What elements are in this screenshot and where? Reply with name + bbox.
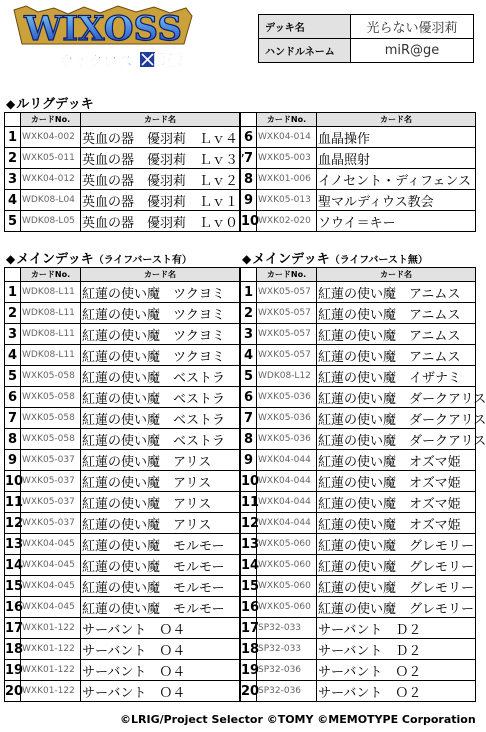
row-number: 20 (241, 681, 257, 702)
card-number: WXK05-058 (21, 429, 81, 450)
card-name: サーバント Ｄ２ (317, 618, 476, 639)
main-deck-lifeburst-title (6, 248, 192, 267)
row-number: 5 (5, 211, 21, 232)
header-card-name: カード名 (81, 113, 240, 127)
row-number: 11 (5, 492, 21, 513)
header-card-number: カードNo. (21, 113, 81, 127)
row-number: 2 (5, 148, 21, 169)
card-name: サーバント Ｄ２ (317, 639, 476, 660)
deck-name-label: デッキ名 (259, 15, 351, 39)
table-row (5, 387, 240, 408)
card-number: WXK01-122 (21, 681, 81, 702)
row-number: 8 (241, 169, 257, 190)
header-number-cell (241, 268, 257, 282)
table-row (5, 492, 240, 513)
row-number: 10 (241, 471, 257, 492)
table-row (5, 148, 240, 169)
table-row (5, 513, 240, 534)
row-number: 10 (5, 471, 21, 492)
wixoss-logo-graphic (8, 4, 198, 74)
card-number: WXK04-045 (21, 576, 81, 597)
table-row (241, 148, 476, 169)
card-name: 紅蓮の使い魔 ツクヨミ (81, 345, 240, 366)
deck-name-row (259, 15, 474, 39)
row-number: 9 (5, 450, 21, 471)
card-number: WXK05-037 (21, 513, 81, 534)
row-number: 16 (5, 597, 21, 618)
header-number-cell (5, 113, 21, 127)
table-row (241, 345, 476, 366)
row-number: 8 (241, 429, 257, 450)
table-row (5, 597, 240, 618)
row-number: 2 (241, 303, 257, 324)
row-number: 18 (241, 639, 257, 660)
card-number: WXK05-057 (257, 303, 317, 324)
row-number: 1 (5, 282, 21, 303)
table-row (241, 211, 476, 232)
card-name: 紅蓮の使い魔 ツクヨミ (81, 324, 240, 345)
table-row (241, 555, 476, 576)
card-number: WXK04-044 (257, 471, 317, 492)
table-header-row (241, 113, 476, 127)
header-card-number: カードNo. (257, 268, 317, 282)
card-name: 紅蓮の使い魔 モルモー (81, 576, 240, 597)
card-number: WXK05-060 (257, 555, 317, 576)
card-name: サーバント Ｏ４ (81, 681, 240, 702)
deck-info-table (258, 14, 474, 63)
logo-badge: 図鑑 (152, 52, 184, 70)
table-row (5, 282, 240, 303)
table-row (241, 618, 476, 639)
card-number: WDK08-L11 (21, 324, 81, 345)
card-name: 紅蓮の使い魔 ベストラ (81, 366, 240, 387)
table-row (5, 190, 240, 211)
table-row (5, 169, 240, 190)
table-row (5, 127, 240, 148)
row-number: 13 (241, 534, 257, 555)
card-name: 紅蓮の使い魔 オズマ姫 (317, 471, 476, 492)
card-name: 紅蓮の使い魔 ベストラ (81, 429, 240, 450)
table-row (5, 324, 240, 345)
card-number: WXK05-058 (21, 387, 81, 408)
card-number: WXK04-045 (21, 555, 81, 576)
card-number: WXK04-045 (21, 534, 81, 555)
main-deck-lifeburst-title-text: メインデッキ (16, 252, 94, 267)
row-number: 5 (5, 366, 21, 387)
header-card-name: カード名 (317, 113, 476, 127)
row-number: 9 (241, 190, 257, 211)
table-row (241, 282, 476, 303)
table-row (241, 513, 476, 534)
lrig-deck-table-left (4, 112, 245, 232)
card-name: 紅蓮の使い魔 グレモリー (317, 597, 476, 618)
card-number: WXK04-014 (257, 127, 317, 148)
card-name: 紅蓮の使い魔 ツクヨミ (81, 303, 240, 324)
card-number: WXK05-036 (257, 429, 317, 450)
table-row (5, 576, 240, 597)
card-number: WXK05-013 (257, 190, 317, 211)
header-number-cell (241, 113, 257, 127)
card-name: 紅蓮の使い魔 モルモー (81, 597, 240, 618)
card-number: WXK01-122 (21, 618, 81, 639)
table-row (241, 190, 476, 211)
main-deck-lifeburst-table (4, 267, 240, 702)
card-name: サーバント Ｏ２ (317, 660, 476, 681)
card-number: WDK08-L04 (21, 190, 81, 211)
card-number: WXK02-020 (257, 211, 317, 232)
deck-name-value: 光らない優羽莉 (351, 15, 474, 39)
row-number: 8 (5, 429, 21, 450)
table-row (241, 660, 476, 681)
table-row (241, 576, 476, 597)
table-row (5, 639, 240, 660)
card-number: WDK08-L11 (21, 345, 81, 366)
header-card-number: カードNo. (21, 268, 81, 282)
row-number: 12 (241, 513, 257, 534)
card-number: WXK04-045 (21, 597, 81, 618)
card-name: 血晶操作 (317, 127, 476, 148)
row-number: 19 (241, 660, 257, 681)
card-name: 紅蓮の使い魔 グレモリー (317, 555, 476, 576)
table-row (241, 408, 476, 429)
diamond-icon: ◆ (6, 97, 16, 111)
main-deck-no-lifeburst-table (240, 267, 486, 702)
card-number: WXK05-037 (21, 492, 81, 513)
logo-title: WIXOSS (24, 9, 182, 49)
card-number: WXK05-011 (21, 148, 81, 169)
card-number: SP32-036 (257, 660, 317, 681)
card-name: 紅蓮の使い魔 ダークアリス (317, 387, 476, 408)
row-number: 17 (241, 618, 257, 639)
copyright-footer: ©LRIG/Project Selector ©TOMY ©MEMOTYPE Corporation (120, 713, 476, 726)
card-number: WXK04-044 (257, 492, 317, 513)
table-row (5, 366, 240, 387)
row-number: 18 (5, 639, 21, 660)
card-number: WXK05-060 (257, 576, 317, 597)
row-number: 20 (5, 681, 21, 702)
table-row (241, 597, 476, 618)
row-number: 6 (241, 127, 257, 148)
card-number: WXK04-044 (257, 513, 317, 534)
table-row (241, 492, 476, 513)
main-deck-no-lifeburst-title-text: メインデッキ (252, 252, 330, 267)
card-number: WDK08-L12 (257, 366, 317, 387)
card-number: SP32-033 (257, 618, 317, 639)
header-card-name: カード名 (81, 268, 240, 282)
row-number: 1 (241, 282, 257, 303)
row-number: 6 (5, 387, 21, 408)
table-row (241, 639, 476, 660)
table-row (241, 127, 476, 148)
row-number: 7 (241, 408, 257, 429)
card-number: WDK08-L11 (21, 303, 81, 324)
card-name: サーバント Ｏ４ (81, 660, 240, 681)
table-row (5, 429, 240, 450)
table-row (241, 303, 476, 324)
row-number: 4 (5, 345, 21, 366)
table-header-row (5, 113, 240, 127)
row-number: 12 (5, 513, 21, 534)
row-number: 10 (241, 211, 257, 232)
card-name: 紅蓮の使い魔 アニムス (317, 303, 476, 324)
row-number: 3 (5, 169, 21, 190)
card-name: 聖マルディウス教会 (317, 190, 476, 211)
row-number: 7 (241, 148, 257, 169)
card-name: 紅蓮の使い魔 モルモー (81, 534, 240, 555)
card-number: SP32-033 (257, 639, 317, 660)
card-name: 紅蓮の使い魔 アリス (81, 450, 240, 471)
table-row (5, 345, 240, 366)
table-row (241, 169, 476, 190)
card-number: WXK05-060 (257, 597, 317, 618)
table-row (241, 534, 476, 555)
header-number-cell (5, 268, 21, 282)
row-number: 2 (5, 303, 21, 324)
row-number: 17 (5, 618, 21, 639)
card-name: サーバント Ｏ４ (81, 618, 240, 639)
card-number: WXK05-057 (257, 324, 317, 345)
table-row (5, 534, 240, 555)
main-deck-lifeburst-subtitle: （ライフバースト有） (93, 255, 192, 266)
card-number: WXK05-058 (21, 366, 81, 387)
card-name: 紅蓮の使い魔 アニムス (317, 282, 476, 303)
row-number: 6 (241, 387, 257, 408)
lrig-deck-title (6, 93, 94, 112)
lrig-deck-title-text: ルリグデッキ (16, 97, 94, 112)
card-name: 紅蓮の使い魔 アリス (81, 492, 240, 513)
table-row (5, 408, 240, 429)
card-number: WXK05-057 (257, 282, 317, 303)
card-name: 紅蓮の使い魔 オズマ姫 (317, 513, 476, 534)
card-name: 英血の器 優羽莉 Ｌｖ１ (81, 190, 240, 211)
card-name: 英血の器 優羽莉 Ｌｖ３” (81, 148, 240, 169)
card-number: WXK01-122 (21, 660, 81, 681)
card-number: WXK05-058 (21, 408, 81, 429)
card-number: SP32-036 (257, 681, 317, 702)
row-number: 4 (241, 345, 257, 366)
table-row (241, 324, 476, 345)
card-name: 紅蓮の使い魔 アニムス (317, 345, 476, 366)
card-number: WXK01-122 (21, 639, 81, 660)
card-number: WDK08-L05 (21, 211, 81, 232)
card-number: WXK04-012 (21, 169, 81, 190)
card-number: WXK05-060 (257, 534, 317, 555)
table-row (241, 387, 476, 408)
card-name: 紅蓮の使い魔 ベストラ (81, 387, 240, 408)
main-deck-no-lifeburst-subtitle: （ライフバースト無） (329, 255, 428, 266)
card-name: 英血の器 優羽莉 Ｌｖ０ (81, 211, 240, 232)
diamond-icon: ◆ (6, 252, 16, 266)
card-number: WXK05-037 (21, 471, 81, 492)
row-number: 13 (5, 534, 21, 555)
table-row (5, 211, 240, 232)
card-number: WXK05-036 (257, 408, 317, 429)
table-header-row (241, 268, 476, 282)
card-number: WXK05-003 (257, 148, 317, 169)
card-name: ソウイ＝キー (317, 211, 476, 232)
diamond-icon: ◆ (242, 252, 252, 266)
card-name: 英血の器 優羽莉 Ｌｖ４’ (81, 127, 240, 148)
table-row (241, 471, 476, 492)
card-number: WXK01-006 (257, 169, 317, 190)
card-name: 血晶照射 (317, 148, 476, 169)
table-row (241, 429, 476, 450)
card-name: 紅蓮の使い魔 モルモー (81, 555, 240, 576)
card-number: WXK04-044 (257, 450, 317, 471)
main-deck-no-lifeburst-title (242, 248, 428, 267)
row-number: 9 (241, 450, 257, 471)
card-name: サーバント Ｏ４ (81, 639, 240, 660)
card-name: 紅蓮の使い魔 アリス (81, 513, 240, 534)
card-name: イノセント・ディフェンス (317, 169, 476, 190)
table-row (5, 471, 240, 492)
lrig-deck-table-right (240, 112, 476, 232)
row-number: 3 (241, 324, 257, 345)
row-number: 15 (241, 576, 257, 597)
card-name: 紅蓮の使い魔 アニムス (317, 324, 476, 345)
row-number: 16 (241, 597, 257, 618)
row-number: 7 (5, 408, 21, 429)
card-name: 紅蓮の使い魔 アリス (81, 471, 240, 492)
row-number: 15 (5, 576, 21, 597)
row-number: 11 (241, 492, 257, 513)
table-row (5, 618, 240, 639)
row-number: 5 (241, 366, 257, 387)
handle-label: ハンドルネーム (259, 39, 351, 63)
table-row (241, 450, 476, 471)
header-card-name: カード名 (317, 268, 476, 282)
row-number: 1 (5, 127, 21, 148)
card-name: 紅蓮の使い魔 グレモリー (317, 576, 476, 597)
card-number: WDK08-L11 (21, 282, 81, 303)
card-name: 紅蓮の使い魔 オズマ姫 (317, 492, 476, 513)
row-number: 14 (5, 555, 21, 576)
card-name: 紅蓮の使い魔 イザナミ (317, 366, 476, 387)
row-number: 4 (5, 190, 21, 211)
card-name: 紅蓮の使い魔 オズマ姫 (317, 450, 476, 471)
table-row (5, 660, 240, 681)
logo-subtitle: ウィクロス (58, 52, 134, 70)
row-number: 14 (241, 555, 257, 576)
row-number: 3 (5, 324, 21, 345)
wixoss-logo (8, 4, 198, 74)
table-row (5, 681, 240, 702)
table-row (241, 366, 476, 387)
card-name: 紅蓮の使い魔 ダークアリス (317, 408, 476, 429)
card-name: 紅蓮の使い魔 ベストラ (81, 408, 240, 429)
card-number: WXK05-036 (257, 387, 317, 408)
handle-value: miR@ge (351, 39, 474, 63)
card-name: サーバント Ｏ２ (317, 681, 476, 702)
card-number: WXK05-037 (21, 450, 81, 471)
card-number: WXK04-002 (21, 127, 81, 148)
card-name: 紅蓮の使い魔 ダークアリス (317, 429, 476, 450)
card-name: 紅蓮の使い魔 ツクヨミ (81, 282, 240, 303)
card-name: 紅蓮の使い魔 グレモリー (317, 534, 476, 555)
table-row (241, 681, 476, 702)
header-card-number: カードNo. (257, 113, 317, 127)
table-header-row (5, 268, 240, 282)
table-row (5, 450, 240, 471)
row-number: 19 (5, 660, 21, 681)
handle-row (259, 39, 474, 63)
table-row (5, 303, 240, 324)
card-number: WXK05-057 (257, 345, 317, 366)
card-name: 英血の器 優羽莉 Ｌｖ２’ (81, 169, 240, 190)
table-row (5, 555, 240, 576)
